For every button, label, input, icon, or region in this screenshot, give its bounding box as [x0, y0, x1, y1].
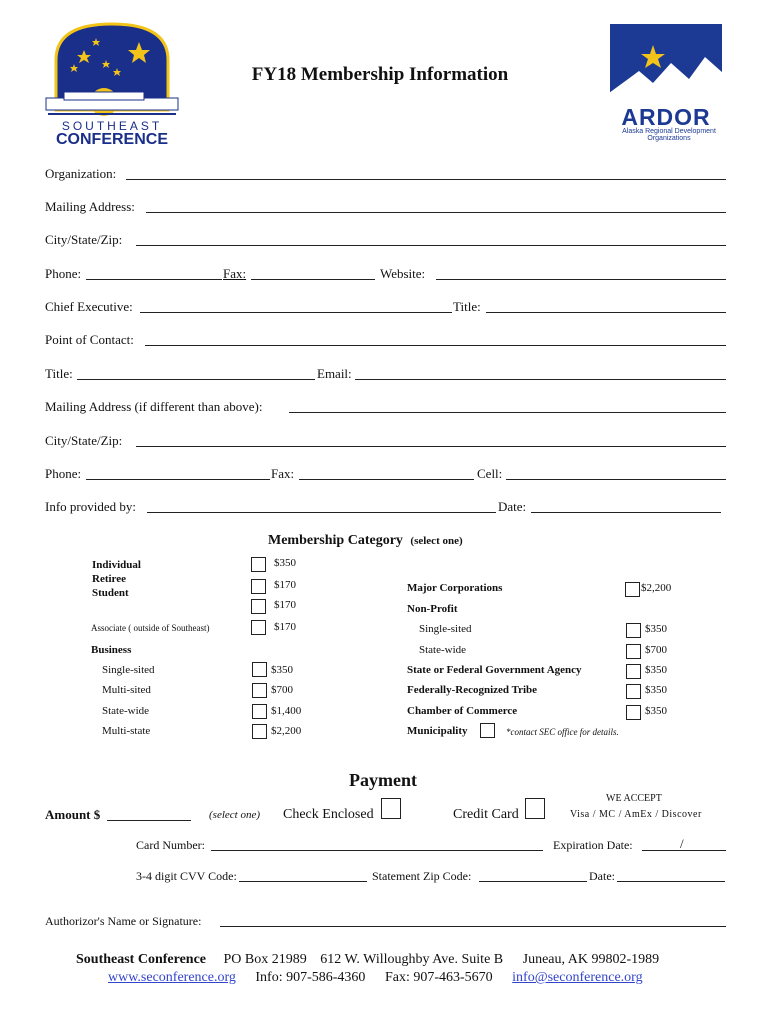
cvv-input[interactable] — [239, 881, 367, 882]
ardor-logo — [609, 23, 727, 142]
authorizor-input[interactable] — [220, 926, 726, 927]
retiree-price: $170 — [274, 579, 296, 591]
page-title: FY18 Membership Information — [251, 64, 509, 85]
business-single-sited-price: $350 — [271, 664, 293, 676]
government-agency-price: $350 — [645, 664, 667, 676]
municipality-label: Municipality — [407, 725, 468, 737]
info-provided-by-input[interactable] — [147, 512, 496, 513]
business-state-wide-label: State-wide — [102, 705, 150, 717]
accepted-cards: Visa / MC / AmEx / Discover — [570, 809, 702, 820]
student-label: Student — [92, 587, 129, 599]
nonprofit-heading: Non-Profit — [407, 603, 458, 615]
date-input[interactable] — [531, 512, 721, 513]
cell-input[interactable] — [506, 479, 726, 480]
organization-input[interactable] — [126, 179, 726, 180]
chief-executive-label: Chief Executive: — [45, 299, 133, 314]
website-label: Website: — [380, 266, 426, 281]
individual-price: $350 — [274, 557, 296, 569]
footer-line-2 — [108, 970, 643, 986]
check-enclosed-label: Check Enclosed — [283, 807, 374, 822]
statement-zip-label: Statement Zip Code: — [372, 869, 472, 883]
point-of-contact-input[interactable] — [145, 345, 726, 346]
business-multi-state-label: Multi-state — [102, 725, 151, 737]
organization-label: Organization: — [45, 166, 117, 181]
point-of-contact-label: Point of Contact: — [45, 332, 134, 347]
city-state-zip-2-label: City/State/Zip: — [45, 433, 123, 448]
nonprofit-state-wide-price: $700 — [645, 644, 667, 656]
footer-street: 612 W. Willoughby Ave. Suite B — [320, 952, 504, 967]
tribe-price: $350 — [645, 684, 667, 696]
major-corporations-checkbox[interactable] — [625, 582, 640, 597]
footer-city: Juneau, AK 99802-1989 — [522, 952, 660, 967]
credit-card-label: Credit Card — [453, 807, 519, 822]
card-number-input[interactable] — [211, 850, 543, 851]
footer-website-link[interactable]: www.seconference.org — [108, 970, 236, 985]
membership-heading: Membership Category (select one) — [268, 533, 463, 548]
alt-mailing-address-input[interactable] — [289, 412, 726, 413]
tribe-checkbox[interactable] — [626, 684, 641, 699]
student-price: $170 — [274, 599, 296, 611]
business-state-wide-price: $1,400 — [271, 705, 302, 717]
payment-date-label: Date: — [589, 869, 615, 883]
mailing-address-input[interactable] — [146, 212, 726, 213]
nonprofit-single-sited-checkbox[interactable] — [626, 623, 641, 638]
city-state-zip-input[interactable] — [136, 245, 726, 246]
date-label: Date: — [498, 499, 527, 514]
footer-po-box: PO Box 21989 — [223, 952, 307, 967]
retiree-label: Retiree — [92, 573, 126, 585]
business-heading: Business — [91, 644, 132, 656]
expiration-date-input[interactable] — [642, 850, 726, 851]
cell-label: Cell: — [477, 466, 503, 481]
footer-fax: Fax: 907-463-5670 — [384, 970, 493, 985]
title-label: Title: — [453, 299, 481, 314]
ardor-subtitle: Alaska Regional Development Organizations — [622, 128, 716, 142]
footer-org: Southeast Conference — [76, 952, 207, 967]
individual-checkbox[interactable] — [251, 557, 266, 572]
ardor-name: ARDOR — [621, 104, 711, 130]
student-checkbox[interactable] — [251, 599, 266, 614]
payment-date-input[interactable] — [617, 881, 725, 882]
contact-title-label: Title: — [45, 366, 73, 381]
business-multi-state-price: $2,200 — [271, 725, 302, 737]
fax-2-label: Fax: — [271, 466, 295, 481]
mailing-address-label: Mailing Address: — [45, 199, 135, 214]
associate-checkbox[interactable] — [251, 620, 266, 635]
government-agency-label: State or Federal Government Agency — [407, 664, 582, 676]
fax-label: Fax: — [223, 266, 247, 281]
cvv-label: 3-4 digit CVV Code: — [136, 869, 237, 883]
associate-price: $170 — [274, 621, 296, 633]
southeast-conference-logo — [44, 20, 180, 150]
logo-text-conference: CONFERENCE — [55, 131, 168, 148]
alt-mailing-address-label: Mailing Address (if different than above): — [45, 399, 263, 414]
credit-card-checkbox[interactable] — [525, 798, 545, 819]
footer-line-1 — [76, 952, 659, 968]
chief-executive-input[interactable] — [140, 312, 452, 313]
card-number-label: Card Number: — [136, 838, 205, 852]
payment-select-note: (select one) — [209, 809, 260, 821]
nonprofit-single-sited-price: $350 — [645, 623, 667, 635]
nonprofit-single-sited-label: Single-sited — [419, 623, 472, 635]
phone-2-input[interactable] — [86, 479, 270, 480]
footer-email-link[interactable]: info@seconference.org — [512, 970, 643, 985]
phone-label: Phone: — [45, 266, 82, 281]
fax-2-input[interactable] — [299, 479, 474, 480]
check-enclosed-checkbox[interactable] — [381, 798, 401, 819]
major-corporations-label: Major Corporations — [407, 582, 503, 594]
business-multi-sited-checkbox[interactable] — [252, 683, 267, 698]
authorizor-label: Authorizor's Name or Signature: — [45, 914, 202, 928]
municipality-checkbox[interactable] — [480, 723, 495, 738]
chamber-checkbox[interactable] — [626, 705, 641, 720]
amount-label: Amount $ — [45, 807, 101, 822]
phone-input[interactable] — [86, 279, 222, 280]
nonprofit-state-wide-label: State-wide — [419, 644, 467, 656]
retiree-checkbox[interactable] — [251, 579, 266, 594]
statement-zip-input[interactable] — [479, 881, 587, 882]
membership-select-note: (select one) — [410, 535, 463, 547]
major-corporations-price: $2,200 — [641, 582, 672, 594]
fax-input[interactable] — [251, 279, 375, 280]
email-label: Email: — [317, 366, 352, 381]
business-multi-sited-label: Multi-sited — [102, 684, 151, 696]
payment-heading: Payment — [349, 770, 417, 790]
expiration-date-label: Expiration Date: — [553, 838, 633, 852]
amount-input[interactable] — [107, 820, 191, 821]
municipality-note: *contact SEC office for details. — [506, 727, 619, 737]
nonprofit-state-wide-checkbox[interactable] — [626, 644, 641, 659]
business-state-wide-checkbox[interactable] — [252, 704, 267, 719]
city-state-zip-label: City/State/Zip: — [45, 232, 123, 247]
business-multi-state-checkbox[interactable] — [252, 724, 267, 739]
associate-label: Associate ( outside of Southeast) — [91, 623, 210, 633]
city-state-zip-2-input[interactable] — [136, 446, 726, 447]
footer-info-phone: Info: 907-586-4360 — [255, 970, 366, 985]
email-input[interactable] — [355, 379, 726, 380]
we-accept-label: WE ACCEPT — [606, 793, 662, 804]
business-multi-sited-price: $700 — [271, 684, 293, 696]
individual-label: Individual — [92, 559, 141, 571]
info-provided-by-label: Info provided by: — [45, 499, 136, 514]
contact-title-input[interactable] — [77, 379, 315, 380]
phone-2-label: Phone: — [45, 466, 82, 481]
tribe-label: Federally-Recognized Tribe — [407, 684, 538, 696]
government-agency-checkbox[interactable] — [626, 664, 641, 679]
business-single-sited-label: Single-sited — [102, 664, 155, 676]
chamber-label: Chamber of Commerce — [407, 705, 518, 717]
website-input[interactable] — [436, 279, 726, 280]
title-input[interactable] — [486, 312, 726, 313]
business-single-sited-checkbox[interactable] — [252, 662, 267, 677]
chamber-price: $350 — [645, 705, 667, 717]
expiration-slash: / — [680, 836, 684, 851]
logo-text-southeast: SOUTHEAST — [61, 119, 163, 133]
